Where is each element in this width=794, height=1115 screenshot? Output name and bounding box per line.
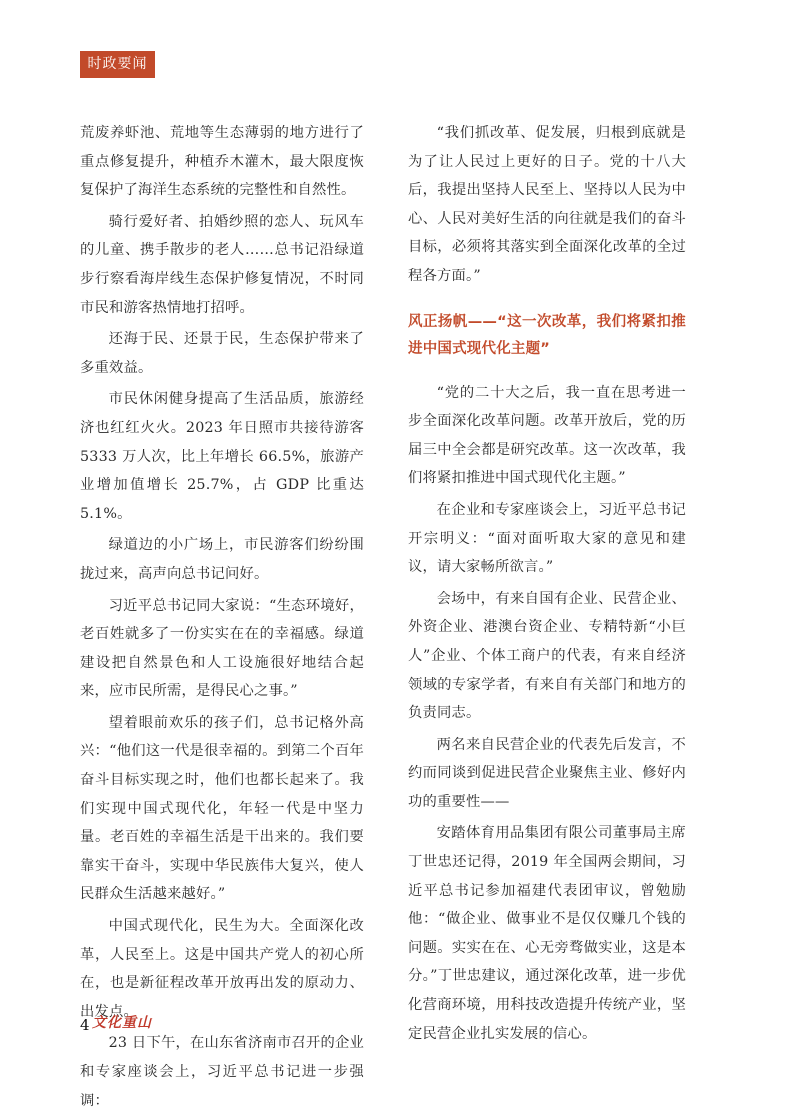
paragraph: “党的二十大之后，我一直在思考进一步全面深化改革问题。改革开放后，党的历届三中全会都是研究改革。这一次改革，我们将紧扣推进中国式现代化主题。” xyxy=(408,384,686,487)
paragraph: 望着眼前欢乐的孩子们，总书记格外高兴：“他们这一代是很幸福的。到第二个百年奋斗目标实现之时，他们也都长起来了。我们实现中国式现代化，年轻一代是中坚力量。老百姓的幸福生活是干出来的。我们要靠实干奋斗，实现中华民族伟大复兴，使人民群众生活越来越好。” xyxy=(80,714,364,903)
paragraph: 23 日下午，在山东省济南市召开的企业和专家座谈会上，习近平总书记进一步强调： xyxy=(80,1035,364,1109)
paragraph: 中国式现代化，民生为大。全面深化改革，人民至上。这是中国共产党人的初心所在，也是新征程改革开放再出发的原动力、出发点。 xyxy=(80,918,364,1020)
section-tag: 时政要闻 xyxy=(80,51,155,78)
page-number: 4 xyxy=(80,1016,90,1034)
paragraph: 骑行爱好者、拍婚纱照的恋人、玩风车的儿童、携手散步的老人……总书记沿绿道步行察看海岸线生态保护修复情况，不时同市民和游客热情地打招呼。 xyxy=(80,213,364,316)
paragraph: 安踏体育用品集团有限公司董事局主席丁世忠还记得，2019 年全国两会期间，习近平总书记参加福建代表团审议，曾勉励他：“做企业、做事业不是仅仅赚几个钱的问题。实实在在、心无旁骛做实业，这是本分。”丁世忠建议，通过深化改革，进一步优化营商环境，用科技改造提升传统产业，坚定民营企业扎实发展的信心。 xyxy=(408,825,686,1042)
paragraph: 还海于民、还景于民，生态保护带来了多重效益。 xyxy=(80,331,364,376)
left-column xyxy=(80,119,364,1115)
paragraph: 绿道边的小广场上，市民游客们纷纷围拢过来，高声向总书记问好。 xyxy=(80,537,364,582)
magazine-logo: 文化重山 xyxy=(92,1015,152,1031)
paragraph: 在企业和专家座谈会上，习近平总书记开宗明义：“面对面听取大家的意见和建议，请大家畅所欲言。” xyxy=(408,501,686,576)
section-subheading: 风正扬帆——“这一次改革，我们将紧扣推进中国式现代化主题” xyxy=(408,313,686,357)
paragraph: 会场中，有来自国有企业、民营企业、外资企业、港澳台资企业、专精特新“小巨人”企业、个体工商户的代表，有来自经济领域的专家学者，有来自有关部门和地方的负责同志。 xyxy=(408,590,686,722)
paragraph: “我们抓改革、促发展，归根到底就是为了让人民过上更好的日子。党的十八大后，我提出坚持人民至上、坚持以人民为中心、人民对美好生活的向往就是我们的奋斗目标，必须将其落实到全面深化改革的全过程各方面。” xyxy=(408,125,686,284)
paragraph: 市民休闲健身提高了生活品质，旅游经济也红红火火。2023 年日照市共接待游客 5333 万人次，比上年增长 66.5%，旅游产业增加值增长 25.7%，占 GDP 比重达 5.1%。 xyxy=(80,391,364,522)
paragraph: 两名来自民营企业的代表先后发言，不约而同谈到促进民营企业聚焦主业、修好内功的重要性—— xyxy=(408,736,686,810)
right-column xyxy=(408,119,686,1048)
paragraph: 习近平总书记同大家说：“生态环境好，老百姓就多了一份实实在在的幸福感。绿道建设把自然景色和人工设施很好地结合起来，应市民所需，是得民心之事。” xyxy=(80,597,364,700)
paragraph: 荒废养虾池、荒地等生态薄弱的地方进行了重点修复提升，种植乔木灌木，最大限度恢复保护了海洋生态系统的完整性和自然性。 xyxy=(80,125,364,199)
